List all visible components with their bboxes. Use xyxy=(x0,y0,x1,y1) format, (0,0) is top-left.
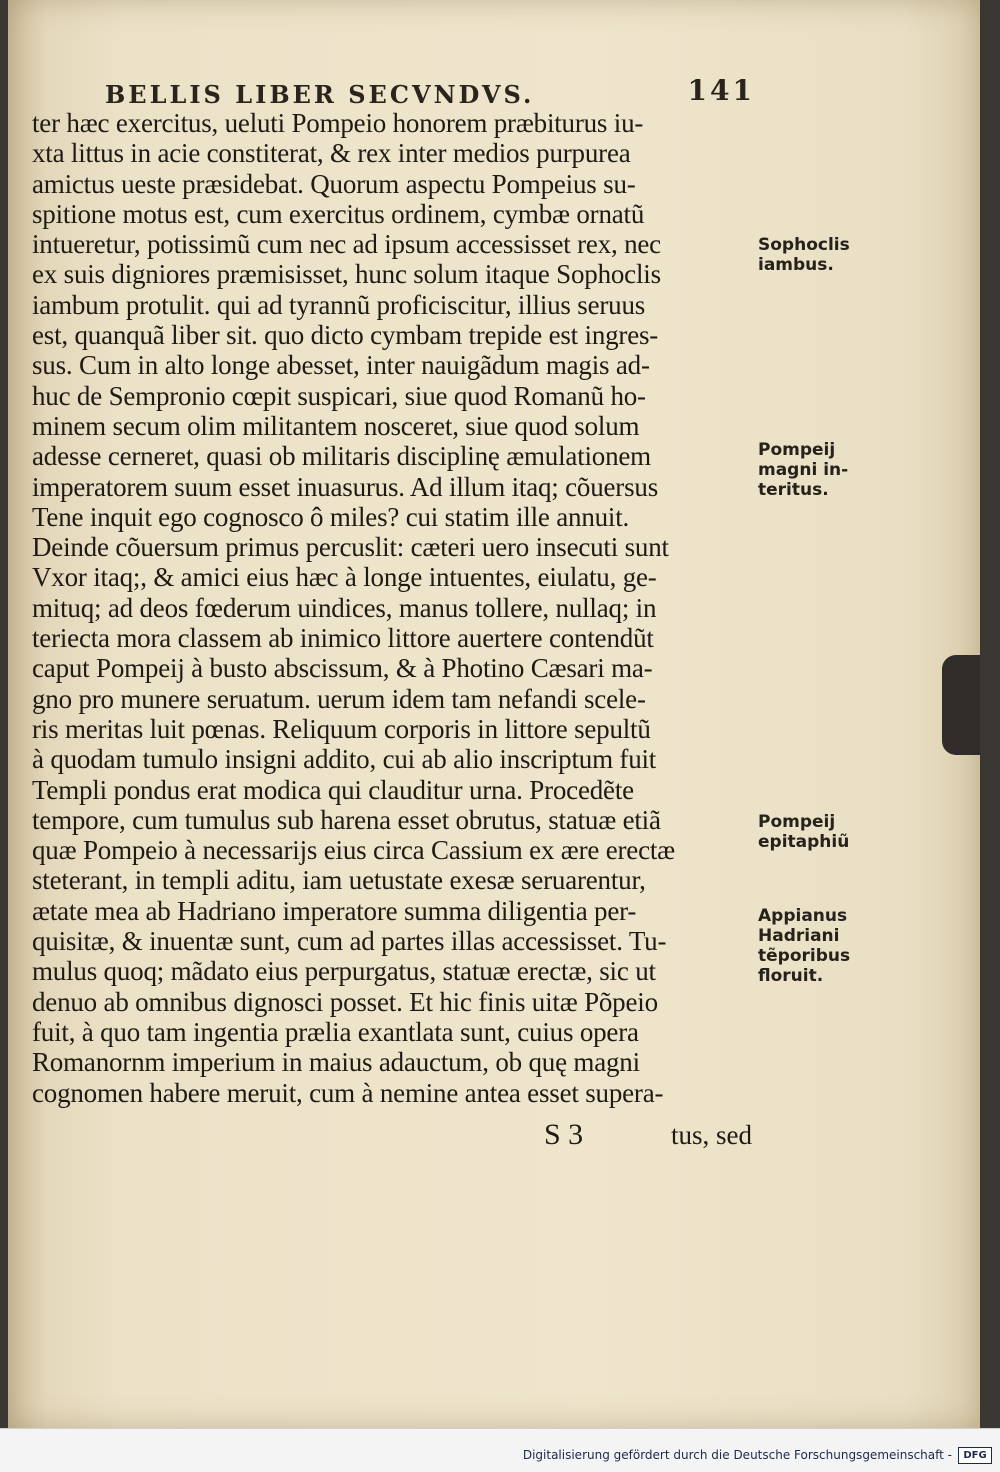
dfg-logo: DFG xyxy=(958,1447,992,1464)
funding-credit: Digitalisierung gefördert durch die Deutsche Forschungsgemeinschaft - xyxy=(522,1448,952,1462)
text-line: amictus ueste præsidebat. Quorum aspectu Pompeius su- xyxy=(32,168,636,199)
page-header xyxy=(105,74,765,110)
text-line: sus. Cum in alto longe abesset, inter nauigãdum magis ad- xyxy=(32,350,650,381)
text-line: imperatorem suum esset inuasurus. Ad illum itaq; cõuersus xyxy=(32,471,659,502)
main-text xyxy=(32,108,762,1108)
page-footer-line xyxy=(32,1118,762,1154)
text-line: mituq; ad deos fœderum uindices, manus tollere, nullaq; in xyxy=(32,592,657,623)
text-line: adesse cerneret, quasi ob militaris disciplinę æmulationem xyxy=(32,441,651,472)
text-line: minem secum olim militantem nosceret, siue quod solum xyxy=(32,410,640,441)
text-line: à quodam tumulo insigni addito, cui ab alio inscriptum fuit xyxy=(32,744,657,775)
text-line: tempore, cum tumulus sub harena esset obrutus, statuæ etiã xyxy=(32,804,661,835)
text-line: intueretur, potissimũ cum nec ad ipsum accessisset rex, nec xyxy=(32,229,661,260)
signature-mark: S 3 xyxy=(544,1118,584,1151)
text-line: Templi pondus erat modica qui clauditur urna. Procedẽte xyxy=(32,774,634,805)
text-line: caput Pompeij à busto abscissum, & à Photino Cæsari ma- xyxy=(32,653,653,684)
digitization-footer xyxy=(0,1428,1000,1472)
text-line: cognomen habere meruit, cum à nemine antea esset supera- xyxy=(32,1077,664,1108)
text-line: ætate mea ab Hadriano imperatore summa diligentia per- xyxy=(32,895,637,926)
note-line: Pompeij xyxy=(758,440,836,460)
text-line: quisitæ, & inuentæ sunt, cum ad partes illas accessisset. Tu- xyxy=(32,926,667,957)
text-line: fuit, à quo tam ingentia prælia exantlata sunt, cuius opera xyxy=(32,1016,639,1047)
text-line: mulus quoq; mãdato eius perpurgatus, statuæ erectæ, sic ut xyxy=(32,956,656,987)
text-line: huc de Sempronio cœpit suspicari, siue quod Romanũ ho- xyxy=(32,380,646,411)
text-line: steterant, in templi aditu, iam uetustate exesæ seruarentur, xyxy=(32,865,646,896)
note-line: iambus. xyxy=(758,255,834,275)
page-clasp xyxy=(942,655,980,755)
note-line: Sophoclis xyxy=(758,235,850,255)
text-line: iambum protulit. qui ad tyrannũ proficiscitur, illius seruus xyxy=(32,289,646,320)
note-line: floruit. xyxy=(758,966,824,986)
running-title: BELLIS LIBER SECVNDVS. xyxy=(105,80,535,109)
text-line: quæ Pompeio à necessarijs eius circa Cassium ex ære erectæ xyxy=(32,835,675,866)
text-line: ris meritas luit pœnas. Reliquum corporis in littore sepultũ xyxy=(32,713,651,744)
text-line: xta littus in acie constiterat, & rex inter medios purpurea xyxy=(32,138,631,169)
note-line: Appianus xyxy=(758,906,848,926)
catchword: tus, sed xyxy=(671,1120,752,1150)
note-line: teritus. xyxy=(758,480,829,500)
text-line: teriecta mora classem ab inimico littore auertere contendũt xyxy=(32,623,654,654)
text-line: ex suis digniores præmisisset, hunc solum itaque Sophoclis xyxy=(32,259,661,290)
text-line: spitione motus est, cum exercitus ordinem, cymbæ ornatũ xyxy=(32,198,645,229)
text-line: gno pro munere seruatum. uerum idem tam nefandi scele- xyxy=(32,683,646,714)
note-line: epitaphiũ xyxy=(758,832,850,852)
marginal-note-pompeii-interitus xyxy=(758,440,848,500)
note-line: tẽporibus xyxy=(758,946,851,966)
text-line: ter hæc exercitus, ueluti Pompeio honorem præbiturus iu- xyxy=(32,108,644,138)
note-line: magni in- xyxy=(758,460,849,480)
text-line: Romanornm imperium in maius adauctum, ob quę magni xyxy=(32,1047,640,1078)
marginal-note-appianus xyxy=(758,906,850,986)
text-line: est, quanquã liber sit. quo dicto cymbam trepide est ingres- xyxy=(32,320,659,351)
text-line: Deinde cõuersum primus percuslit: cæteri uero insecuti sunt xyxy=(32,532,669,563)
note-line: Hadriani xyxy=(758,926,840,946)
marginal-note-epitaphium xyxy=(758,812,849,852)
text-line: Vxor itaq;, & amici eius hæc à longe intuentes, eiulatu, ge- xyxy=(32,562,657,593)
text-line: denuo ab omnibus dignosci posset. Et hic finis uitæ Põpeio xyxy=(32,986,658,1017)
text-line: Tene inquit ego cognosco ô miles? cui statim ille annuit. xyxy=(32,501,630,532)
marginal-note-sophoclis xyxy=(758,235,850,275)
note-line: Pompeij xyxy=(758,812,836,832)
page-number: 141 xyxy=(687,74,755,107)
